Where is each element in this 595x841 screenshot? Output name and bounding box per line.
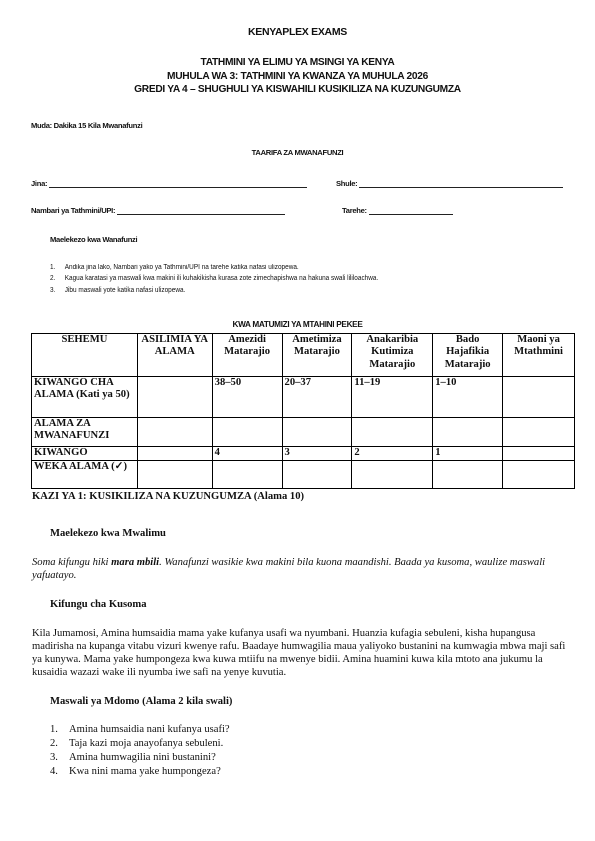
table-row (32, 447, 575, 461)
heading-line-1: TATHMINI YA ELIMU YA MSINGI YA KENYA (200, 57, 395, 68)
instruction-item: 3. Jibu maswali yote katika nafasi ulizopewa. (50, 286, 186, 294)
table-cell[interactable] (137, 447, 212, 461)
upi-field[interactable] (31, 206, 285, 215)
upi-blank[interactable] (117, 206, 285, 215)
header-cell: SEHEMU (32, 334, 138, 377)
date-field[interactable] (342, 206, 453, 215)
learner-info-title: TAARIFA ZA MWANAFUNZI (251, 148, 344, 157)
question-item: 3. Amina humwagilia nini bustanini? (50, 752, 216, 763)
question-item: 4. Kwa nini mama yake humpongeza? (50, 766, 221, 777)
table-cell: KIWANGO CHA ALAMA (Kati ya 50) (32, 377, 138, 418)
task-title: KAZI YA 1: KUSIKILIZA NA KUZUNGUMZA (Alama 10) (32, 491, 305, 502)
table-cell[interactable] (352, 418, 433, 447)
table-cell: 3 (282, 447, 352, 461)
table-cell[interactable] (282, 461, 352, 489)
table-cell: 4 (212, 447, 282, 461)
table-cell[interactable] (503, 461, 575, 489)
school-field[interactable] (336, 179, 563, 188)
table-cell[interactable] (137, 377, 212, 418)
brand-title: KENYAPLEX EXAMS (248, 26, 347, 38)
header-cell: Anakaribia Kutimiza Matarajio (352, 334, 433, 377)
header-cell: ASILIMIA YA ALAMA (137, 334, 212, 377)
header-cell: Ametimiza Matarajio (282, 334, 352, 377)
question-item: 1. Amina humsaidia nani kufanya usafi? (50, 724, 230, 735)
learner-instructions-title: Maelekezo kwa Wanafunzi (50, 235, 138, 244)
table-cell[interactable] (503, 377, 575, 418)
table-cell[interactable] (503, 447, 575, 461)
oral-questions-list (50, 723, 230, 779)
table-cell[interactable] (282, 418, 352, 447)
table-cell: 20–37 (282, 377, 352, 418)
upi-label: Nambari ya Tathmini/UPI: (31, 206, 116, 215)
table-cell: KIWANGO (32, 447, 138, 461)
table-cell: 1–10 (433, 377, 503, 418)
table-cell: 2 (352, 447, 433, 461)
table-cell[interactable] (433, 461, 503, 489)
teacher-instructions-text: Soma kifungu hiki mara mbili. Wanafunzi wasikie kwa makini bila kuona maandishi. Baada ya kusoma, waulize maswali yafuatayo. (32, 557, 546, 581)
header-cell: Maoni ya Mtathmini (503, 334, 575, 377)
heading-line-3: GREDI YA 4 – SHUGHULI YA KISWAHILI KUSIKILIZA NA KUZUNGUMZA (134, 84, 461, 95)
table-cell: 38–50 (212, 377, 282, 418)
table-cell[interactable] (433, 418, 503, 447)
name-label: Jina: (31, 179, 48, 188)
examiner-table-caption: KWA MATUMIZI YA MTAHINI PEKEE (232, 320, 363, 329)
heading-line-2: MUHULA WA 3: TATHMINI YA KWANZA YA MUHULA 2026 (167, 70, 428, 82)
examiner-table (31, 333, 575, 489)
table-cell[interactable] (212, 461, 282, 489)
exam-heading (0, 56, 595, 97)
table-row (32, 418, 575, 447)
teacher-instructions-title: Maelekezo kwa Mwalimu (50, 528, 166, 539)
table-header-row (32, 334, 575, 377)
table-cell: 11–19 (352, 377, 433, 418)
table-cell[interactable] (137, 418, 212, 447)
table-cell: WEKA ALAMA (✓) (32, 461, 138, 489)
date-blank[interactable] (369, 206, 453, 215)
school-label: Shule: (336, 179, 358, 188)
name-blank[interactable] (49, 179, 307, 188)
questions-title: Maswali ya Mdomo (Alama 2 kila swali) (50, 696, 233, 707)
table-cell[interactable] (137, 461, 212, 489)
table-cell[interactable] (212, 418, 282, 447)
date-label: Tarehe: (342, 206, 367, 215)
instruction-item: 1. Andika jina lako, Nambari yako ya Tathmini/UPI na tarehe katika nafasi ulizopewa. (50, 264, 299, 271)
learner-instructions-list (50, 262, 378, 296)
name-field[interactable] (31, 179, 307, 188)
table-cell: 1 (433, 447, 503, 461)
passage-title: Kifungu cha Kusoma (50, 599, 147, 610)
table-row (32, 461, 575, 489)
header-cell: Amezidi Matarajio (212, 334, 282, 377)
duration-text: Muda: Dakika 15 Kila Mwanafunzi (31, 121, 143, 130)
table-row (32, 377, 575, 418)
instruction-item: 2. Kagua karatasi ya maswali kwa makini ili kuhakikisha kurasa zote zimechapishwa na hakuna swali lililoachwa. (50, 275, 379, 283)
school-blank[interactable] (359, 179, 563, 188)
table-cell[interactable] (503, 418, 575, 447)
reading-passage: Kila Jumamosi, Amina humsaidia mama yake kufanya usafi wa nyumbani. Huanzia kufagia sebuleni, kisha hupangusa madirisha na kupanga vitabu vizuri kwenye rafu. Baadaye humwagilia maua yaliyoko bustanini na kumwagia mbwa maji safi ya kunywa. Mama yake humpongeza kwa kuwa mtiifu na mwenye bidii. Amina huamini kuwa kila mtoto ana jukumu la kusaidia wazazi wake ili nyumba iwe safi na yenye kuvutia. (32, 628, 566, 678)
table-cell[interactable] (352, 461, 433, 489)
header-cell: Bado Hajafikia Matarajio (433, 334, 503, 377)
table-cell: ALAMA ZA MWANAFUNZI (32, 418, 138, 447)
question-item: 2. Taja kazi moja anayofanya sebuleni. (50, 738, 224, 749)
